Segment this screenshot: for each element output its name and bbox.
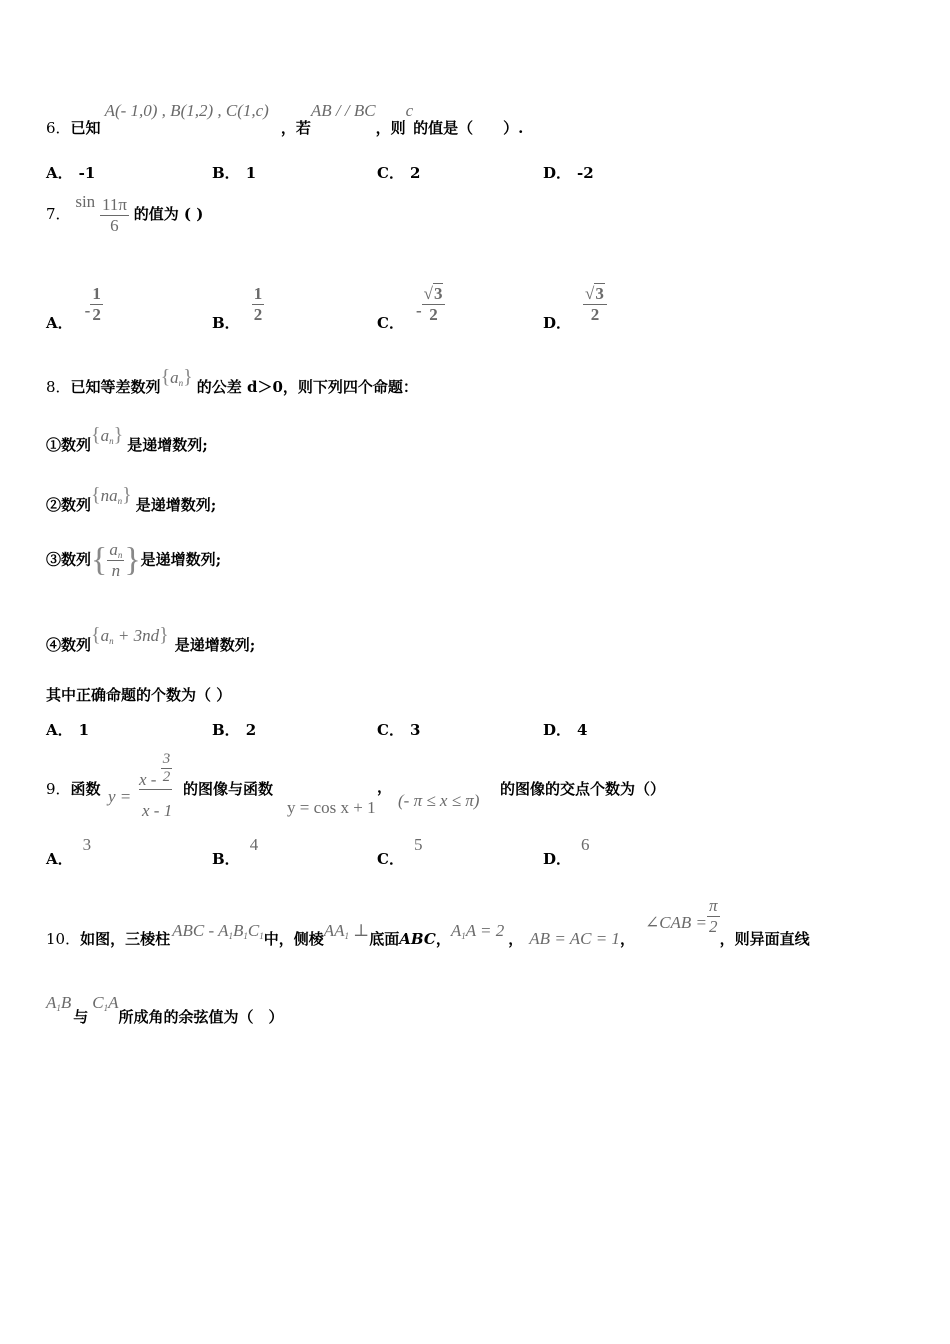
q10-edge: $AA_1$ ⊥ — [323, 921, 370, 942]
q9-option-c[interactable]: C．5 — [377, 835, 423, 868]
q7-option-b[interactable]: B． $\frac{1}{2}$ — [212, 284, 263, 333]
q8-option-d[interactable]: D． 4 — [543, 721, 588, 739]
q8-option-c[interactable]: C． 3 — [377, 721, 421, 739]
q9-denominator: x - 1 — [142, 801, 173, 820]
q6-number: 6． — [46, 119, 71, 137]
q7-option-d[interactable]: D． $\frac{√3}{2}$ — [543, 284, 607, 324]
q6-option-c[interactable]: C． 2 — [377, 164, 421, 182]
q9-option-d[interactable]: D．6 — [543, 835, 590, 868]
q8-proposition-2: ②数列$\{na_n\}$ 是递增数列; — [46, 484, 217, 514]
q8-sequence: $a_n$ — [170, 368, 184, 388]
q7-fraction: $\frac{11\pi}{6}$ — [101, 195, 127, 235]
q7-func: sin — [75, 192, 96, 212]
q8-number: 8． — [46, 378, 71, 396]
q9-text-c: 的图像的交点个数为（） — [500, 780, 666, 798]
q6-option-d[interactable]: D． -2 — [543, 164, 594, 182]
q6-text-c: ，则 — [375, 119, 406, 137]
q9-number: 9．函数 — [46, 780, 101, 798]
q9-range: (- π ≤ x ≤ π) — [398, 791, 480, 810]
question-8: 8．已知等差数列$\{a_n\}$ 的公差 d＞0，则下列四个命题： — [46, 366, 418, 396]
q10-prism: ABC - $A_1B_1C_1$ — [172, 921, 264, 942]
q10-eq2: AB = AC = 1 — [529, 929, 620, 949]
q9-option-b[interactable]: B．4 — [212, 835, 259, 868]
q8-proposition-3: ③数列{ $\frac{a_n}{n}$ }是递增数列; — [46, 540, 222, 581]
q6-text-b: ，若 — [280, 119, 311, 137]
q10-line-a1b: $A_1B$ — [46, 993, 72, 1013]
q8-option-a[interactable]: A． 1 — [46, 721, 90, 739]
q10-line-c1a: $C_1A$ — [92, 993, 119, 1013]
q9-numerator: x - $\frac{3}{2}$ — [139, 751, 171, 789]
q8-proposition-4: ④数列$\{a_n + 3nd\}$ 是递增数列; — [46, 624, 256, 654]
q10-line2: $A_1B$与$C_1A$所成角的余弦值为（ ） — [46, 993, 284, 1026]
q8-question: 其中正确命题的个数为（ ） — [46, 686, 232, 704]
q6-variable: c — [405, 101, 414, 120]
q6-option-a[interactable]: A． -1 — [46, 164, 96, 182]
q10-eq1: $A_1A = 2$ — [450, 921, 505, 942]
q10-angle: ∠CAB = — [644, 913, 708, 933]
question-10: 10．如图，三棱柱 ABC - $A_1B_1C_1$中，侧棱$AA_1$ ⊥底面ABC，$A_1A = 2$ ， AB = AC = 1，∠CAB = $\frac{\pi}{2}$ ，则异面直线 — [46, 896, 810, 949]
q9-func2: y = cos x + 1 — [287, 798, 376, 817]
q7-option-c[interactable]: C．- $\frac{√3}{2}$ — [377, 284, 445, 324]
q8-proposition-1: ①数列$\{a_n\}$ 是递增数列; — [46, 424, 208, 454]
q9-y-eq: y = — [108, 787, 132, 806]
q8-text-b: 的公差 d＞0，则下列四个命题： — [196, 378, 418, 396]
q8-option-b[interactable]: B． 2 — [212, 721, 257, 739]
q7-number: 7． — [46, 205, 71, 224]
q6-text-a: 已知 — [70, 119, 101, 137]
q9-option-a[interactable]: A．3 — [46, 835, 92, 868]
q8-text-a: 已知等差数列 — [70, 378, 161, 396]
q6-text-d: 的值是（ ）. — [413, 119, 524, 137]
question-7 — [46, 192, 204, 235]
q9-text-b: 的图像与函数 — [183, 780, 274, 798]
question-6 — [46, 100, 524, 137]
q9-comma: ， — [377, 778, 393, 796]
q7-text: 的值为 ( ) — [133, 205, 204, 224]
q6-points: A(- 1,0) , B(1,2) , C(1,c) — [104, 101, 269, 120]
q6-option-b[interactable]: B． 1 — [212, 164, 257, 182]
q7-option-a[interactable]: A．- $\frac{1}{2}$ — [46, 284, 101, 333]
q6-condition: AB / / BC — [310, 101, 376, 120]
